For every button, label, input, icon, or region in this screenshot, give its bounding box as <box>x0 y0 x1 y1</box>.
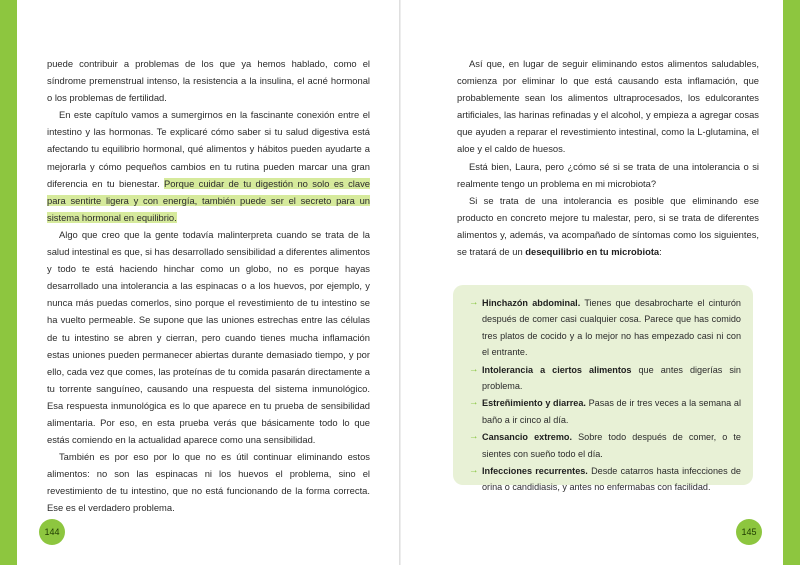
paragraph: También es por eso por lo que no es útil continuar eliminando estos alimentos: no son las espinacas ni los huevos el problema, sino el revestimiento de tu intestino, que no está funcionando de la forma correcta. Ese es el verdadero problema. <box>47 451 370 514</box>
bold-term: desequilibrio en tu microbiota <box>525 246 660 258</box>
arrow-right-icon: → <box>469 465 479 477</box>
list-item: → Estreñimiento y diarrea. Pasas de ir tres veces a la semana al baño a ir cinco al día. <box>469 397 741 425</box>
left-page <box>17 0 399 565</box>
paragraph: Algo que creo que la gente todavía malinterpreta cuando se trata de la salud intestinal es que, si has desarrollado sensibilidad a diferentes alimentos y todo te está haciendo hinchar como un globo, no es porque hayas desarrollado una intolerancia a las espinacas o a los huevos, por ejemplo, y nunca más puedas comerlos, sino porque el revestimiento de tu intestino se ha vuelto permeable. Se supone que las uniones estrechas entre las células de tu intestino se abren y cierran, pero cuando tienes mucha inflamación estas uniones pueden permanecer abiertas durante demasiado tiempo, y por ello, cada vez que comes, las proteínas de tu comida pasarán directamente a tu torrente sanguíneo, causando una respuesta del sistema inmunológico. Esa respuesta inmunológica es lo que aparece en tu prueba de sensibilidad alimentaria. Por eso, en esta prueba verás que básicamente todo lo que estás comiendo en la actualidad aparece como una sensibilidad. <box>47 228 370 446</box>
paragraph: Así que, en lugar de seguir eliminando estos alimentos saludables, comienza por eliminar lo que está causando esta inflamación, que probablemente sean los alimentos ultraprocesados, los edulcorantes artificiales, las harinas refinadas y el alcohol, y empieza a agregar cosas que ayuden a reparar el revestimiento intestinal, como la L-glutamina, el aloe y el caldo de huesos. <box>457 58 759 155</box>
paragraph: Está bien, Laura, pero ¿cómo sé si se trata de una intolerancia o si realmente tengo un problema en mi microbiota? <box>457 160 759 189</box>
symptoms-list <box>469 295 741 496</box>
right-page-edge-band <box>783 0 800 565</box>
page-number: 145 <box>736 519 762 545</box>
paragraph: puede contribuir a problemas de los que ya hemos hablado, como el síndrome premenstrual intenso, la resistencia a la insulina, el acné hormonal o los problemas de fertilidad. <box>47 58 370 104</box>
arrow-right-icon: → <box>469 297 479 308</box>
symptoms-box <box>453 285 753 493</box>
list-item: → Hinchazón abdominal. Tienes que desabrocharte el cinturón después de comer casi cualquier cosa. Parece que has comido tres platos de cocido y a lo mejor no has empezado casi ni con el entrante. <box>469 297 741 358</box>
left-page-text <box>47 55 370 517</box>
paragraph: En este capítulo vamos a sumergirnos en la fascinante conexión entre el intestino y las hormonas. Te explicaré cómo saber si tu salud digestiva está afectando tu equilibrio hormonal, qué alimentos y hábitos pueden ayudarte a mejorarla y cómo pequeños cambios en tu rutina pueden marcar una gran diferencia en tu bienestar. Porque cuidar de tu digestión no solo es clave para sentirte ligera y con energía, también puede ser el secreto para un sistema hormonal en equilibrio. <box>47 109 370 223</box>
page-number: 144 <box>39 519 65 545</box>
right-page <box>401 0 783 565</box>
list-item: → Infecciones recurrentes. Desde catarros hasta infecciones de orina o candidiasis, y antes no enfermabas con facilidad. <box>469 465 741 493</box>
list-item: → Intolerancia a ciertos alimentos que antes digerías sin problema. <box>469 363 741 392</box>
highlighted-sentence: Porque cuidar de tu digestión no solo es clave para sentirte ligera y con energía, también puede ser el secreto para un sistema hormonal en equilibrio. <box>47 177 370 223</box>
arrow-right-icon: → <box>469 397 479 409</box>
paragraph: Si se trata de una intolerancia es posible que eliminando ese producto en concreto mejore tu malestar, pero, si se trata de diferentes alimentos y, además, va acompañado de síntomas como los siguientes, se tratará de un desequilibrio en tu microbiota: <box>457 194 759 258</box>
list-item: → Cansancio extremo. Sobre todo después de comer, o te sientes con sueño todo el día. <box>469 431 741 459</box>
right-page-text <box>457 55 759 260</box>
left-page-edge-band <box>0 0 17 565</box>
arrow-right-icon: → <box>469 431 479 443</box>
arrow-right-icon: → <box>469 363 479 375</box>
